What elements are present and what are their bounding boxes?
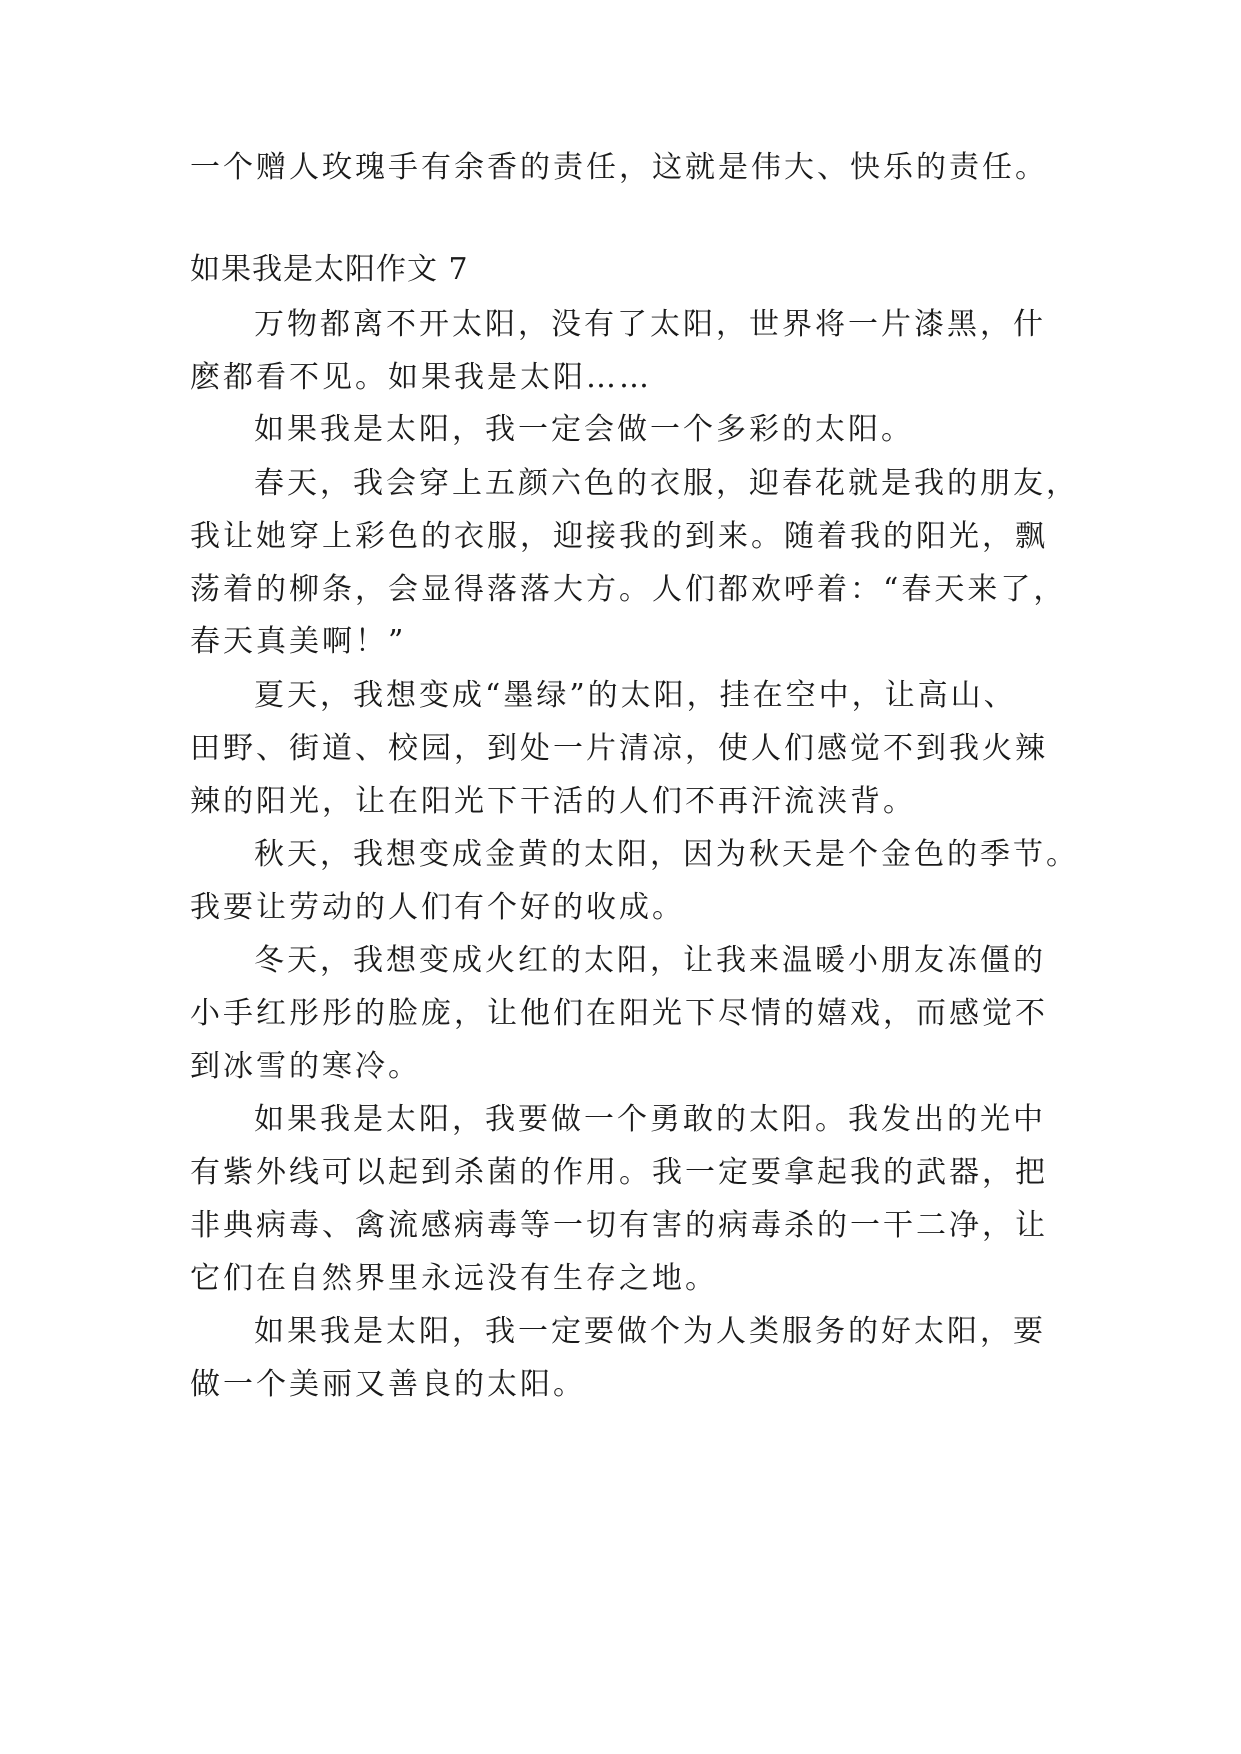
paragraph-line: 我让她穿上彩色的衣服，迎接我的到来。随着我的阳光，飘 — [190, 519, 1048, 554]
paragraph-line: 做一个美丽又善良的太阳。 — [190, 1367, 586, 1402]
paragraph-line: 荡着的柳条，会显得落落大方。人们都欢呼着：“春天来了， — [190, 572, 1067, 607]
paragraph-line: 如果我是太阳，我一定会做一个多彩的太阳。 — [254, 412, 914, 447]
closing-line: 一个赠人玫瑰手有余香的责任，这就是伟大、快乐的责任。 — [190, 150, 1048, 185]
paragraph-line: 如果我是太阳，我要做一个勇敢的太阳。我发出的光中 — [254, 1102, 1046, 1137]
paragraph-line: 我要让劳动的人们有个好的收成。 — [190, 890, 685, 925]
essay-title: 如果我是太阳作文 7 — [190, 252, 469, 287]
paragraph-line: 夏天，我想变成“墨绿”的太阳，挂在空中，让高山、 — [254, 678, 1017, 713]
paragraph-line: 冬天，我想变成火红的太阳，让我来温暖小朋友冻僵的 — [254, 943, 1046, 978]
paragraph-line: 田野、街道、校园，到处一片清凉，使人们感觉不到我火辣 — [190, 731, 1048, 766]
paragraph-line: 小手红彤彤的脸庞，让他们在阳光下尽情的嬉戏，而感觉不 — [190, 996, 1048, 1031]
paragraph-line: 如果我是太阳，我一定要做个为人类服务的好太阳，要 — [254, 1314, 1046, 1349]
paragraph-line: 非典病毒、禽流感病毒等一切有害的病毒杀的一干二净，让 — [190, 1208, 1048, 1243]
paragraph-line: 春天真美啊！” — [190, 624, 407, 659]
paragraph-line: 辣的阳光，让在阳光下干活的人们不再汗流浃背。 — [190, 784, 916, 819]
paragraph-line: 到冰雪的寒冷。 — [190, 1049, 421, 1084]
paragraph-line: 麽都看不见。如果我是太阳…… — [190, 360, 652, 395]
paragraph-line: 它们在自然界里永远没有生存之地。 — [190, 1261, 718, 1296]
paragraph-line: 有紫外线可以起到杀菌的作用。我一定要拿起我的武器，把 — [190, 1155, 1048, 1190]
paragraph-line: 春天，我会穿上五颜六色的衣服，迎春花就是我的朋友， — [254, 466, 1079, 501]
paragraph-line: 万物都离不开太阳，没有了太阳，世界将一片漆黑，什 — [254, 307, 1046, 342]
paragraph-line: 秋天，我想变成金黄的太阳，因为秋天是个金色的季节。 — [254, 837, 1079, 872]
